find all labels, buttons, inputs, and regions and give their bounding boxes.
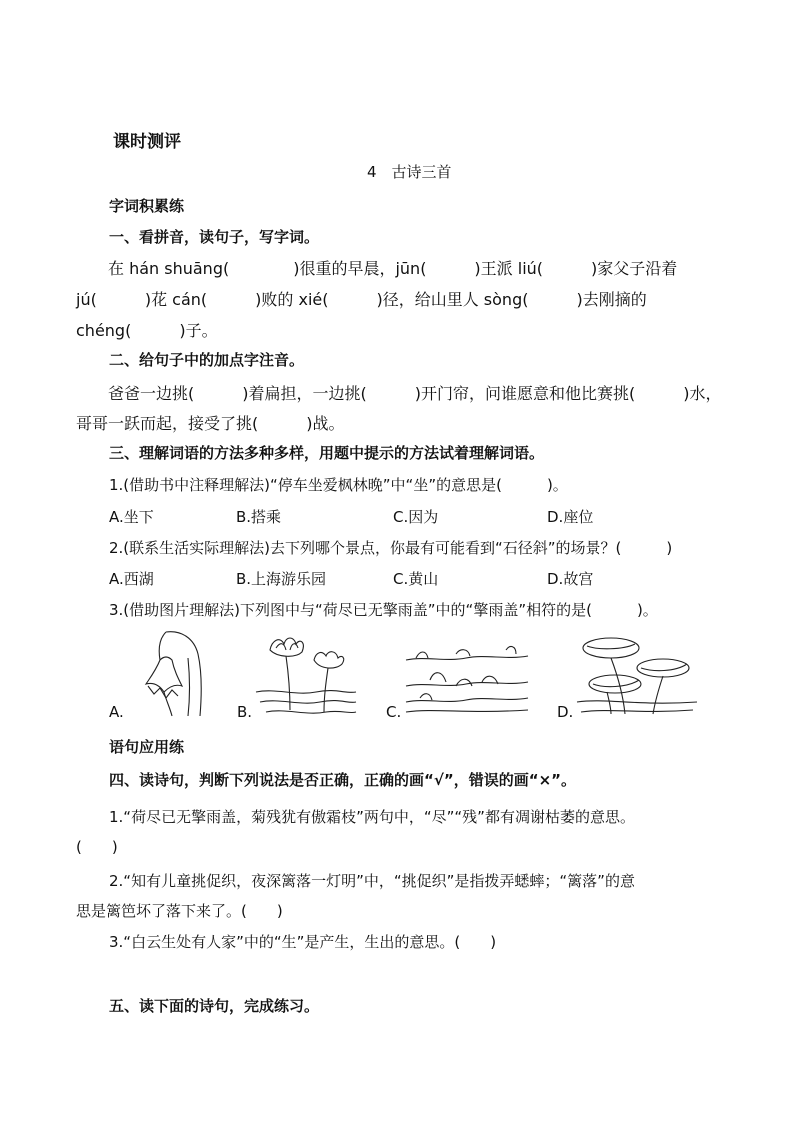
q3-item1-option-b: B.搭乘: [236, 508, 282, 526]
q3-item1-option-c: C.因为: [393, 508, 439, 526]
q3-item2-option-d: D.故宫: [547, 570, 594, 588]
q4-item2-line-2: 思是篱笆坏了落下来了。( ): [76, 902, 283, 920]
page-title: 课时测评: [113, 132, 181, 152]
q1-line-1: 在 hán shuāng( )很重的早晨，jūn( )王派 liú( )家父子沿着: [108, 259, 678, 278]
q3-item1-stem: 1.(借助书中注释理解法)“停车坐爱枫林晚”中“坐”的意思是( )。: [109, 476, 568, 494]
q3-item2-option-b: B.上海游乐园: [236, 570, 327, 588]
withered-lotus-icon: [126, 628, 210, 718]
q2-line-1: 爸爸一边挑( )着扁担，一边挑( )开门帘，问谁愿意和他比赛挑( )水，: [108, 384, 722, 403]
q2-line-2: 哥哥一跃而起，接受了挑( )战。: [76, 414, 345, 433]
q3-item3-stem: 3.(借助图片理解法)下列图中与“荷尽已无擎雨盖”中的“擎雨盖”相符的是( )。: [109, 601, 658, 619]
lotus-pods-water-icon: [406, 640, 528, 714]
q3-item3-option-b: B.: [237, 703, 253, 721]
q1-line-2: jú( )花 cán( )败的 xié( )径，给山里人 sòng( )去刚摘的: [76, 290, 647, 309]
lotus-leaves-icon: [577, 628, 697, 716]
q4-item3: 3.“白云生处有人家”中的“生”是产生，生出的意思。( ): [109, 933, 497, 951]
lotus-flowers-icon: [256, 630, 356, 716]
lesson-title: 4 古诗三首: [367, 163, 452, 181]
q4-item1-line-2: ( ): [76, 838, 118, 856]
q2-heading: 二、给句子中的加点字注音。: [109, 351, 305, 369]
q4-item2-line-1: 2.“知有儿童挑促织，夜深篱落一灯明”中，“挑促织”是指拨弄蟋蟀；“篱落”的意: [109, 872, 635, 890]
q3-item1-option-d: D.座位: [547, 508, 594, 526]
q3-item3-option-a: A.: [109, 703, 124, 721]
q4-item1-line-1: 1.“荷尽已无擎雨盖，菊残犹有傲霜枝”两句中，“尽”“残”都有凋谢枯萎的意思。: [109, 808, 635, 826]
section-word-heading: 字词积累练: [109, 197, 185, 215]
q1-line-3: chéng( )子。: [76, 321, 218, 340]
q3-item1-option-a: A.坐下: [109, 508, 154, 526]
q3-heading: 三、理解词语的方法多种多样，用题中提示的方法试着理解词语。: [109, 444, 545, 462]
q5-heading: 五、读下面的诗句，完成练习。: [109, 997, 320, 1015]
q3-item3-option-d: D.: [557, 703, 574, 721]
q3-item3-option-c: C.: [386, 703, 402, 721]
q3-item2-option-c: C.黄山: [393, 570, 439, 588]
q1-heading: 一、看拼音，读句子，写字词。: [109, 228, 320, 246]
q3-item2-stem: 2.(联系生活实际理解法)去下列哪个景点，你最有可能看到“石径斜”的场景？( ): [109, 539, 673, 557]
q3-item2-option-a: A.西湖: [109, 570, 154, 588]
q4-heading: 四、读诗句，判断下列说法是否正确，正确的画“√”，错误的画“×”。: [109, 771, 577, 789]
section-sentence-heading: 语句应用练: [109, 738, 185, 756]
